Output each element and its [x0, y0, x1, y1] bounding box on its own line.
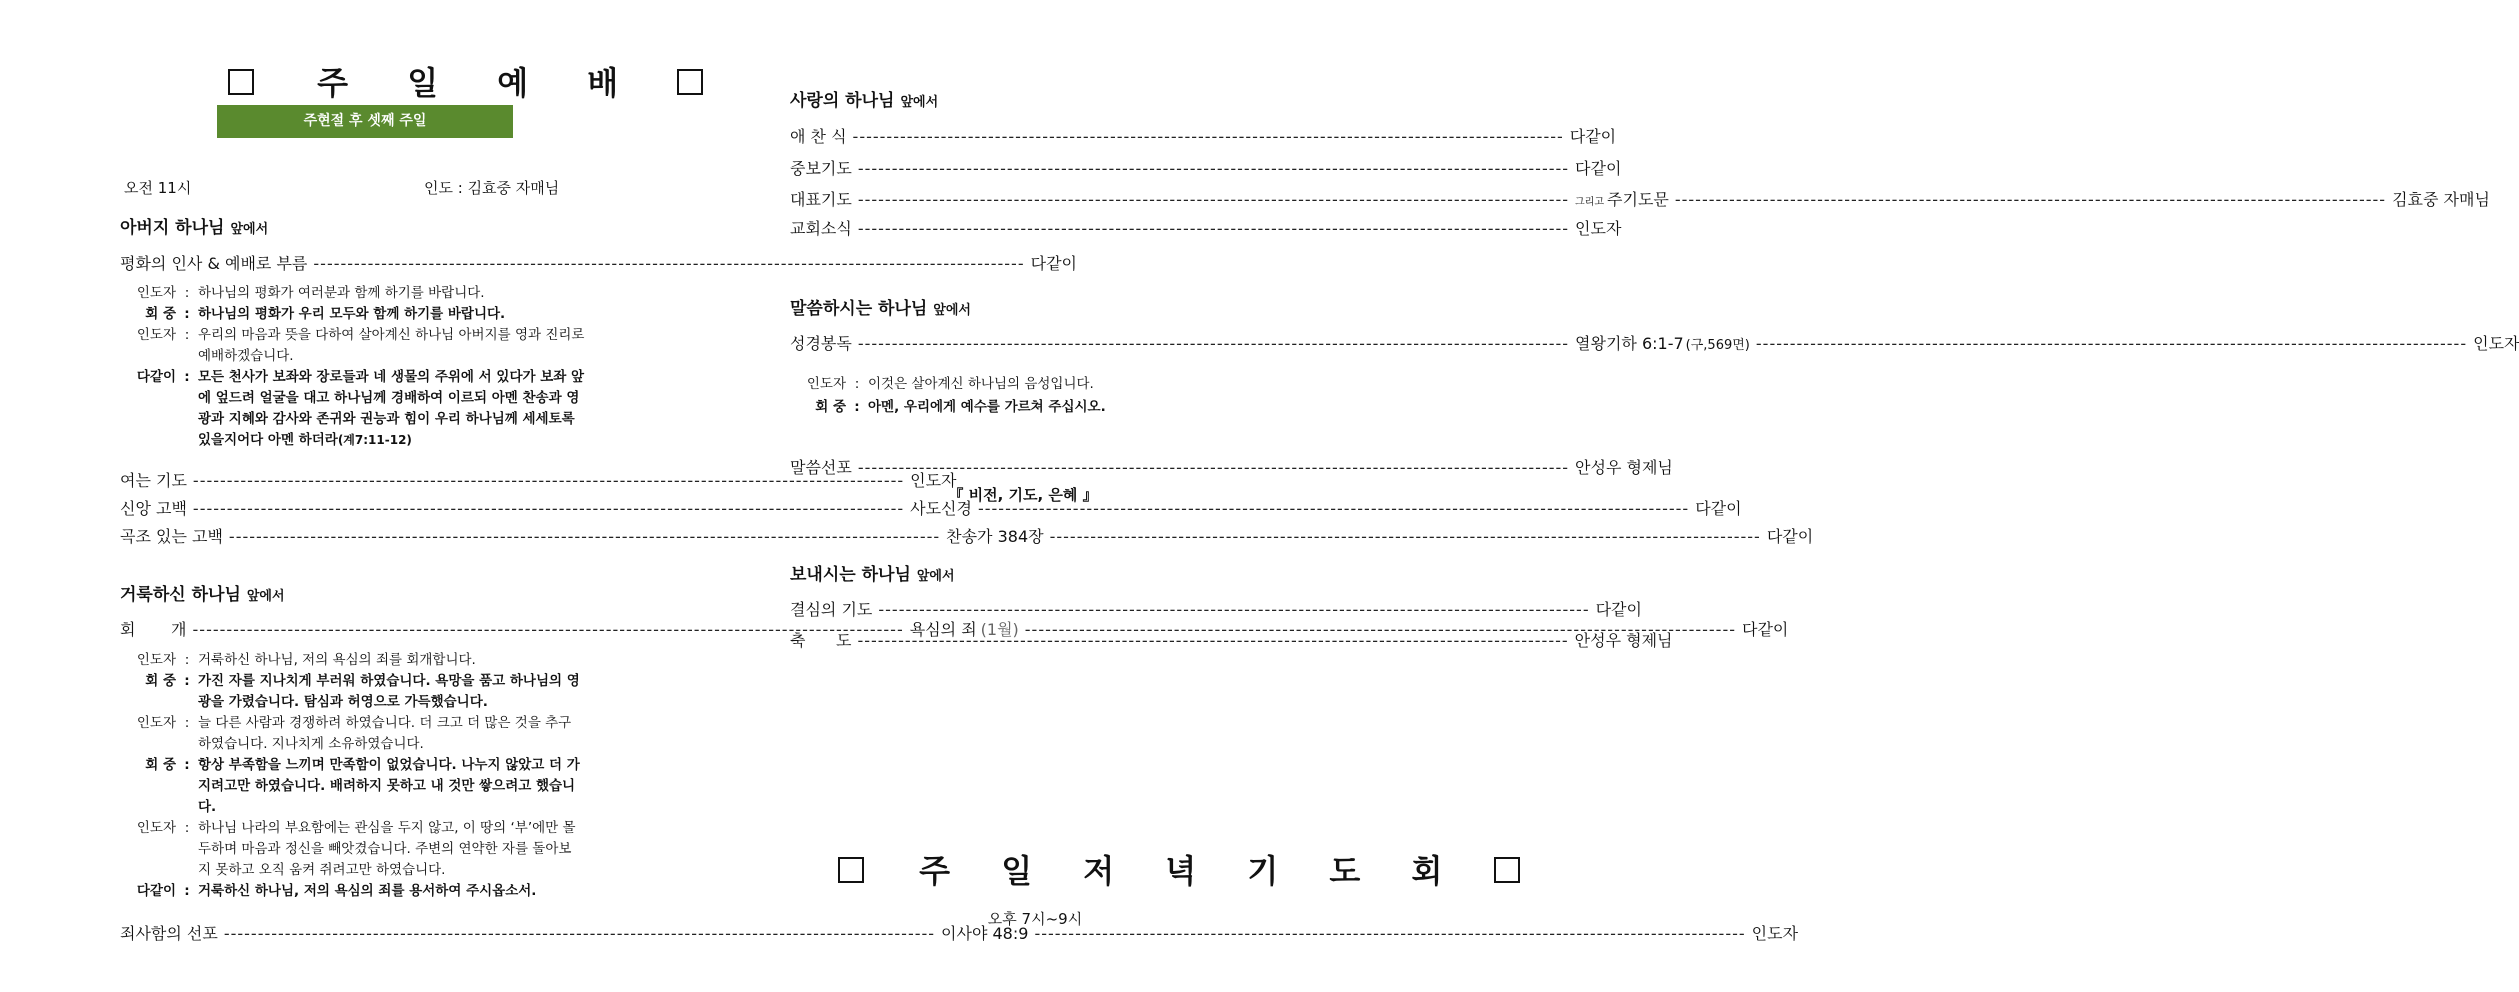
section-heading	[790, 294, 971, 319]
order-item-sermon	[790, 455, 1673, 478]
order-item-mid: 욕심의 죄	[909, 620, 977, 639]
leader-dashes	[858, 334, 1569, 353]
dialog-line	[120, 283, 588, 304]
order-item-by: 다같이	[1030, 254, 1077, 273]
leader-dashes	[853, 127, 1564, 146]
order-item-mid: 찬송가 384장	[946, 527, 1044, 546]
dialog-speaker: 인도자	[136, 285, 176, 301]
section-heading	[790, 560, 955, 585]
responsive-reading-3	[790, 374, 1256, 418]
checkbox-icon	[838, 857, 864, 883]
dialog-colon: :	[184, 285, 190, 301]
leader-dashes	[1756, 334, 2467, 353]
dialog-text: 하나님 나라의 부요함에는 관심을 두지 않고, 이 땅의 ‘부’에만 몰두하며 마음과 정신을 빼앗겼습니다. 주변의 연약한 자를 돌아보지 못하고 오직 움켜 쥐려고만 하였습니다.	[198, 820, 576, 878]
worship-title-text: 주 일 예 배	[317, 64, 643, 102]
dialog-text: 이것은 살아계신 하나님의 음성입니다.	[868, 376, 1094, 392]
dialog-line	[120, 818, 582, 881]
order-item-mid: 열왕기하 6:1-7	[1575, 334, 1684, 353]
checkbox-icon	[1494, 857, 1520, 883]
dialog-line	[120, 325, 588, 367]
dialog-line	[120, 755, 582, 818]
dialog-line	[120, 713, 582, 755]
responsive-reading-2	[120, 650, 582, 902]
dialog-speaker: 회 중	[145, 757, 176, 773]
dialog-speaker: 회 중	[145, 306, 176, 322]
dialog-speaker: 인도자	[136, 715, 176, 731]
dialog-line	[120, 671, 582, 713]
order-item-label: 말씀선포	[790, 458, 852, 477]
dialog-line	[120, 881, 582, 902]
worship-title	[228, 58, 703, 104]
order-item-absolution	[120, 921, 1799, 944]
order-item-mid: 주기도문	[1607, 190, 1669, 209]
dialog-speaker: 회 중	[145, 673, 176, 689]
dialog-speaker: 인도자	[806, 376, 846, 392]
order-item-label: 회 개	[120, 620, 187, 639]
order-item-by: 다같이	[1695, 499, 1742, 518]
dialog-speaker: 다같이	[136, 883, 176, 899]
dialog-text: 늘 다른 사람과 경쟁하려 하였습니다. 더 크고 더 많은 것을 추구하였습니다. 지나치게 소유하였습니다.	[198, 715, 572, 752]
dialog-text: 우리의 마음과 뜻을 다하여 살아계신 하나님 아버지를 영과 진리로 예배하겠습니다.	[198, 327, 585, 364]
dialog-speaker: 인도자	[136, 652, 176, 668]
order-item-reading	[790, 331, 2519, 354]
order-item-by: 인도자	[2473, 334, 2519, 353]
dialog-text: 거룩하신 하나님, 저의 욕심의 죄를 회개합니다.	[198, 652, 476, 668]
section-title: 거룩하신 하나님	[120, 585, 241, 605]
section-heading	[120, 580, 285, 605]
order-item-by: 안성우 형제님	[1574, 631, 1673, 650]
evening-title-text: 주 일 저 녁 기 도 회	[919, 852, 1463, 890]
dialog-colon: :	[184, 673, 190, 689]
section-suffix: 앞에서	[900, 95, 939, 110]
leader-dashes	[858, 219, 1569, 238]
dialog-colon: :	[184, 306, 190, 322]
order-item-mid-note: (구,569면)	[1685, 338, 1750, 353]
dialog-text: 아멘, 우리에게 예수를 가르쳐 주십시오.	[868, 399, 1106, 415]
dialog-text: 하나님의 평화가 여러분과 함께 하기를 바랍니다.	[198, 285, 485, 301]
order-item-by: 다같이	[1742, 620, 1789, 639]
order-item-label: 애 찬 식	[790, 127, 847, 146]
dialog-colon: :	[184, 757, 190, 773]
order-item-news	[790, 216, 1622, 239]
dialog-colon: :	[184, 327, 190, 343]
order-item-mid: 이사야 48:9	[941, 924, 1029, 943]
order-item-praise	[790, 124, 1617, 147]
dialog-text: 하나님의 평화가 우리 모두와 함께 하기를 바랍니다.	[198, 306, 506, 322]
evening-time: 오후 7시~9시	[987, 910, 1083, 928]
dialog-colon: :	[184, 883, 190, 899]
order-item-label: 성경봉독	[790, 334, 852, 353]
dialog-speaker: 인도자	[136, 820, 176, 836]
order-item-label: 중보기도	[790, 159, 852, 178]
order-item-intercession	[790, 156, 1622, 179]
order-item-label: 축 도	[790, 631, 852, 650]
order-item-label: 대표기도	[790, 190, 852, 209]
dialog-line	[120, 367, 588, 451]
order-item-rep-prayer	[790, 187, 2490, 210]
dialog-colon: :	[184, 652, 190, 668]
section-suffix: 앞에서	[916, 569, 955, 584]
leader-dashes	[857, 631, 1568, 650]
dialog-speaker: 인도자	[136, 327, 176, 343]
order-item-by: 다같이	[1766, 527, 1814, 546]
order-item-mid: 사도신경	[910, 499, 972, 518]
order-item-label: 결심의 기도	[790, 600, 873, 619]
dialog-speaker: 회 중	[815, 399, 846, 415]
order-item-label: 교회소식	[790, 219, 852, 238]
leader-dashes	[858, 159, 1569, 178]
leader-dashes	[313, 254, 1024, 273]
service-time: 오전 11시	[124, 179, 192, 197]
order-item-by: 인도자	[1575, 219, 1622, 238]
dialog-line	[120, 650, 582, 671]
section-suffix: 앞에서	[246, 589, 285, 604]
order-item-mid-small: 그리고	[1575, 197, 1605, 208]
order-item-resolve	[790, 597, 1642, 620]
section-title: 보내시는 하나님	[790, 565, 911, 585]
section-title: 말씀하시는 하나님	[790, 299, 928, 319]
order-item-creed	[120, 496, 1742, 519]
section-heading	[120, 213, 268, 238]
order-item-repentance	[120, 617, 1789, 640]
leader-dashes	[858, 190, 1569, 209]
dialog-text: 거룩하신 하나님, 저의 욕심의 죄를 용서하여 주시옵소서.	[198, 883, 537, 899]
dialog-colon: :	[854, 376, 860, 392]
order-item-label: 여는 기도	[120, 471, 187, 490]
scripture-ref: (계7:11-12)	[337, 433, 412, 447]
sermon-title: 『 비전, 기도, 은혜 』	[948, 486, 1098, 504]
leader-dashes	[878, 600, 1589, 619]
dialog-line	[790, 397, 1256, 418]
dialog-colon: :	[184, 820, 190, 836]
dialog-text-wrap	[198, 367, 588, 451]
checkbox-icon	[228, 69, 254, 95]
service-leader: 인도 : 김효중 자매님	[424, 179, 560, 197]
section-suffix: 앞에서	[933, 303, 971, 318]
order-item-by: 인도자	[1751, 924, 1799, 943]
season-banner: 주현절 후 셋째 주일	[217, 105, 513, 138]
dialog-line	[790, 374, 1256, 395]
order-item-by: 다같이	[1595, 600, 1642, 619]
section-title: 아버지 하나님	[120, 218, 225, 238]
responsive-reading-1	[120, 283, 588, 451]
order-item-blessing	[790, 628, 1673, 651]
dialog-line	[120, 304, 588, 325]
evening-title	[838, 846, 1520, 892]
order-item-by: 다같이	[1569, 127, 1617, 146]
order-item-by: 김효중 자매님	[2392, 190, 2490, 209]
order-item-label: 죄사함의 선포	[120, 924, 218, 943]
leader-dashes	[229, 527, 940, 546]
dialog-colon: :	[184, 369, 190, 385]
section-title: 사랑의 하나님	[790, 91, 895, 111]
dialog-text: 항상 부족함을 느끼며 만족함이 없었습니다. 나누지 않았고 더 가지려고만 하였습니다. 배려하지 못하고 내 것만 쌓으려고 했습니다.	[198, 757, 580, 815]
order-item-greeting	[120, 251, 1077, 274]
order-item-label: 곡조 있는 고백	[120, 527, 223, 546]
dialog-colon: :	[184, 715, 190, 731]
order-item-hymn	[120, 524, 1814, 547]
dialog-text: 모든 천사가 보좌와 장로들과 네 생물의 주위에 서 있다가 보좌 앞에 엎드려 얼굴을 대고 하나님께 경배하여 이르되 아멘 찬송과 영광과 지혜와 감사와 존귀와 권능과 힘이 우리 하나님께 세세토록 있을지어다 아멘 하더라	[198, 369, 585, 448]
order-item-by: 안성우 형제님	[1575, 458, 1673, 477]
leader-dashes	[1050, 527, 1761, 546]
section-heading	[790, 86, 938, 111]
dialog-colon: :	[854, 399, 860, 415]
leader-dashes	[858, 458, 1569, 477]
leader-dashes	[1675, 190, 2386, 209]
order-item-label: 신앙 고백	[120, 499, 187, 518]
section-suffix: 앞에서	[230, 222, 269, 237]
order-item-by: 다같이	[1575, 159, 1622, 178]
checkbox-icon	[677, 69, 703, 95]
order-item-label: 평화의 인사 & 예배로 부름	[120, 254, 308, 273]
dialog-speaker: 다같이	[136, 369, 176, 385]
order-item-prayer	[120, 468, 957, 491]
order-item-mid-note: (1월)	[980, 620, 1019, 639]
dialog-text: 가진 자를 지나치게 부러워 하였습니다. 욕망을 품고 하나님의 영광을 가렸습니다. 탐심과 허영으로 가득했습니다.	[198, 673, 580, 710]
order-item-by: 인도자	[910, 471, 957, 490]
